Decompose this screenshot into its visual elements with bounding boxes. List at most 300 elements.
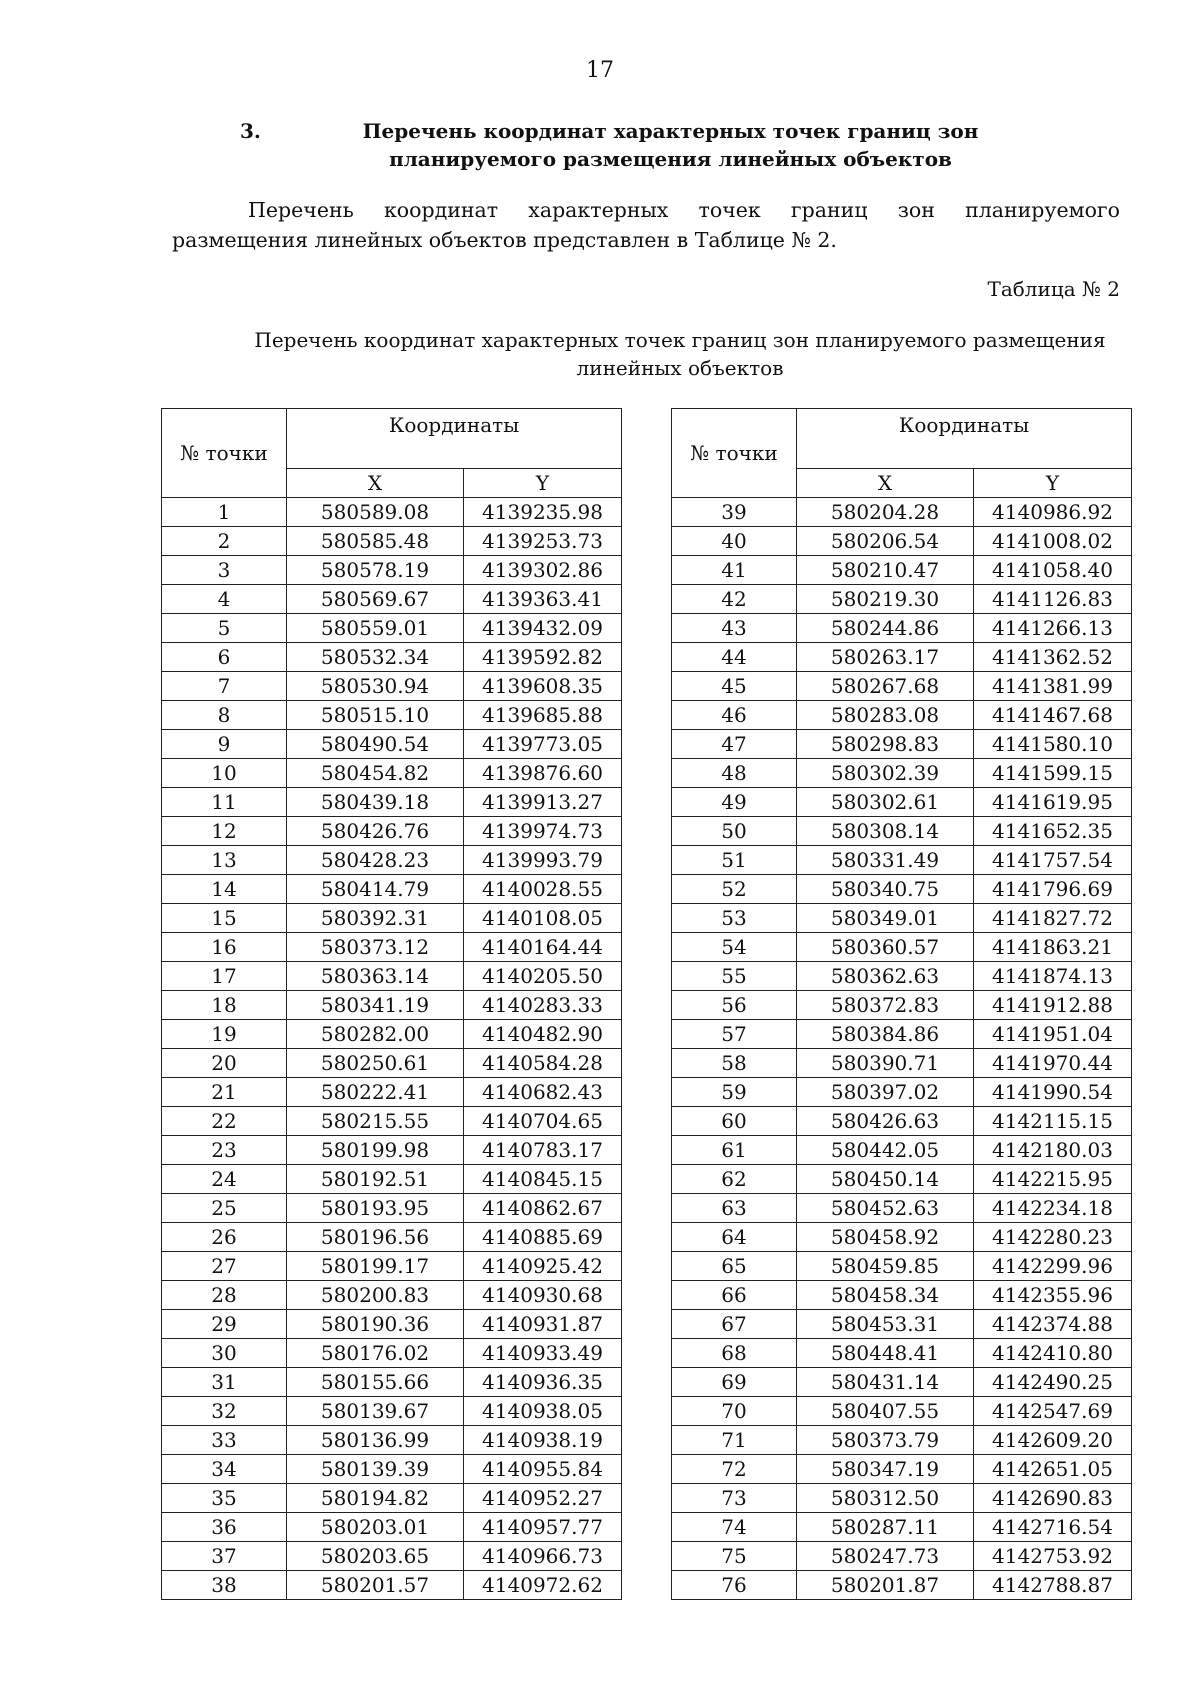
x-coordinate-cell: 580267.68 [797,672,974,701]
y-coordinate-cell: 4142374.88 [974,1310,1132,1339]
y-coordinate-cell: 4141381.99 [974,672,1132,701]
point-number-cell: 42 [672,585,797,614]
point-number-cell: 51 [672,846,797,875]
x-coordinate-cell: 580347.19 [797,1455,974,1484]
x-coordinate-cell: 580263.17 [797,643,974,672]
point-number-cell: 20 [162,1049,287,1078]
table-row [162,1049,622,1078]
point-number-cell: 60 [672,1107,797,1136]
y-coordinate-cell: 4139773.05 [464,730,622,759]
y-coordinate-cell: 4141126.83 [974,585,1132,614]
point-number-cell: 18 [162,991,287,1020]
table-row [672,1310,1132,1339]
point-number-cell: 35 [162,1484,287,1513]
header-x: X [287,469,464,498]
table-row [672,933,1132,962]
y-coordinate-cell: 4142355.96 [974,1281,1132,1310]
point-number-cell: 57 [672,1020,797,1049]
y-coordinate-cell: 4142651.05 [974,1455,1132,1484]
coordinates-table-right [671,408,1132,1600]
table-label: Таблица № 2 [987,277,1120,301]
table-row [162,904,622,933]
x-coordinate-cell: 580454.82 [287,759,464,788]
table-row [162,817,622,846]
point-number-cell: 63 [672,1194,797,1223]
x-coordinate-cell: 580190.36 [287,1310,464,1339]
y-coordinate-cell: 4140482.90 [464,1020,622,1049]
x-coordinate-cell: 580431.14 [797,1368,974,1397]
x-coordinate-cell: 580448.41 [797,1339,974,1368]
y-coordinate-cell: 4141652.35 [974,817,1132,846]
y-coordinate-cell: 4142490.25 [974,1368,1132,1397]
x-coordinate-cell: 580312.50 [797,1484,974,1513]
y-coordinate-cell: 4140885.69 [464,1223,622,1252]
x-coordinate-cell: 580136.99 [287,1426,464,1455]
y-coordinate-cell: 4142180.03 [974,1136,1132,1165]
point-number-cell: 72 [672,1455,797,1484]
point-number-cell: 33 [162,1426,287,1455]
point-number-cell: 9 [162,730,287,759]
table-row [672,1542,1132,1571]
table-row [162,991,622,1020]
table-row [162,1165,622,1194]
table-row [162,933,622,962]
point-number-cell: 7 [162,672,287,701]
table-row [162,1223,622,1252]
y-coordinate-cell: 4140933.49 [464,1339,622,1368]
table-row [672,527,1132,556]
x-coordinate-cell: 580453.31 [797,1310,974,1339]
x-coordinate-cell: 580176.02 [287,1339,464,1368]
point-number-cell: 6 [162,643,287,672]
y-coordinate-cell: 4142788.87 [974,1571,1132,1600]
table-row [162,759,622,788]
point-number-cell: 73 [672,1484,797,1513]
x-coordinate-cell: 580392.31 [287,904,464,933]
y-coordinate-cell: 4139363.41 [464,585,622,614]
x-coordinate-cell: 580247.73 [797,1542,974,1571]
point-number-cell: 31 [162,1368,287,1397]
point-number-cell: 54 [672,933,797,962]
table-row [672,585,1132,614]
y-coordinate-cell: 4142234.18 [974,1194,1132,1223]
point-number-cell: 55 [672,962,797,991]
table-row [672,1571,1132,1600]
y-coordinate-cell: 4142609.20 [974,1426,1132,1455]
y-coordinate-cell: 4142215.95 [974,1165,1132,1194]
header-coordinates: Координаты [287,409,622,469]
x-coordinate-cell: 580287.11 [797,1513,974,1542]
point-number-cell: 16 [162,933,287,962]
point-number-cell: 71 [672,1426,797,1455]
point-number-cell: 22 [162,1107,287,1136]
table-row [672,1252,1132,1281]
x-coordinate-cell: 580341.19 [287,991,464,1020]
table-row [162,1571,622,1600]
x-coordinate-cell: 580200.83 [287,1281,464,1310]
table-row [672,991,1132,1020]
x-coordinate-cell: 580363.14 [287,962,464,991]
point-number-cell: 28 [162,1281,287,1310]
x-coordinate-cell: 580452.63 [797,1194,974,1223]
y-coordinate-cell: 4141951.04 [974,1020,1132,1049]
table-row [672,817,1132,846]
x-coordinate-cell: 580559.01 [287,614,464,643]
table-row [162,846,622,875]
y-coordinate-cell: 4142410.80 [974,1339,1132,1368]
x-coordinate-cell: 580199.98 [287,1136,464,1165]
header-y: Y [464,469,622,498]
y-coordinate-cell: 4140986.92 [974,498,1132,527]
x-coordinate-cell: 580532.34 [287,643,464,672]
table-row [162,556,622,585]
y-coordinate-cell: 4142753.92 [974,1542,1132,1571]
point-number-cell: 2 [162,527,287,556]
point-number-cell: 32 [162,1397,287,1426]
y-coordinate-cell: 4141863.21 [974,933,1132,962]
x-coordinate-cell: 580414.79 [287,875,464,904]
coordinates-table-left [161,408,622,1600]
table-row [162,672,622,701]
x-coordinate-cell: 580373.12 [287,933,464,962]
table-row [672,1020,1132,1049]
table-row [162,1078,622,1107]
table-row [672,846,1132,875]
header-point-no: № точки [672,409,797,498]
x-coordinate-cell: 580459.85 [797,1252,974,1281]
y-coordinate-cell: 4141266.13 [974,614,1132,643]
y-coordinate-cell: 4139302.86 [464,556,622,585]
x-coordinate-cell: 580203.65 [287,1542,464,1571]
y-coordinate-cell: 4140283.33 [464,991,622,1020]
y-coordinate-cell: 4140584.28 [464,1049,622,1078]
x-coordinate-cell: 580308.14 [797,817,974,846]
point-number-cell: 19 [162,1020,287,1049]
point-number-cell: 49 [672,788,797,817]
table-row [672,1397,1132,1426]
table-row [672,1339,1132,1368]
point-number-cell: 44 [672,643,797,672]
y-coordinate-cell: 4141008.02 [974,527,1132,556]
table-row [162,1136,622,1165]
x-coordinate-cell: 580362.63 [797,962,974,991]
y-coordinate-cell: 4140930.68 [464,1281,622,1310]
y-coordinate-cell: 4140704.65 [464,1107,622,1136]
table-row [672,556,1132,585]
x-coordinate-cell: 580282.00 [287,1020,464,1049]
point-number-cell: 69 [672,1368,797,1397]
table-row [672,730,1132,759]
intro-paragraph: Перечень координат характерных точек границ зон планируемого размещения линейных объектов представлен в Таблице № 2. [172,198,1120,252]
table-row [672,643,1132,672]
y-coordinate-cell: 4141990.54 [974,1078,1132,1107]
y-coordinate-cell: 4141599.15 [974,759,1132,788]
table-row [162,643,622,672]
point-number-cell: 52 [672,875,797,904]
table-row [162,788,622,817]
x-coordinate-cell: 580139.67 [287,1397,464,1426]
x-coordinate-cell: 580578.19 [287,556,464,585]
x-coordinate-cell: 580139.39 [287,1455,464,1484]
x-coordinate-cell: 580407.55 [797,1397,974,1426]
x-coordinate-cell: 580206.54 [797,527,974,556]
y-coordinate-cell: 4139876.60 [464,759,622,788]
x-coordinate-cell: 580203.01 [287,1513,464,1542]
point-number-cell: 67 [672,1310,797,1339]
y-coordinate-cell: 4139253.73 [464,527,622,556]
y-coordinate-cell: 4142280.23 [974,1223,1132,1252]
x-coordinate-cell: 580155.66 [287,1368,464,1397]
table-row [162,1368,622,1397]
table-row [672,1513,1132,1542]
y-coordinate-cell: 4142716.54 [974,1513,1132,1542]
y-coordinate-cell: 4139913.27 [464,788,622,817]
y-coordinate-cell: 4140205.50 [464,962,622,991]
table-row [672,1281,1132,1310]
x-coordinate-cell: 580219.30 [797,585,974,614]
point-number-cell: 17 [162,962,287,991]
y-coordinate-cell: 4141467.68 [974,701,1132,730]
point-number-cell: 66 [672,1281,797,1310]
table-row [672,1107,1132,1136]
y-coordinate-cell: 4141912.88 [974,991,1132,1020]
table-row [672,1484,1132,1513]
point-number-cell: 29 [162,1310,287,1339]
x-coordinate-cell: 580426.63 [797,1107,974,1136]
y-coordinate-cell: 4140783.17 [464,1136,622,1165]
table-row [162,875,622,904]
y-coordinate-cell: 4140952.27 [464,1484,622,1513]
x-coordinate-cell: 580426.76 [287,817,464,846]
y-coordinate-cell: 4140925.42 [464,1252,622,1281]
point-number-cell: 48 [672,759,797,788]
point-number-cell: 26 [162,1223,287,1252]
point-number-cell: 10 [162,759,287,788]
point-number-cell: 24 [162,1165,287,1194]
y-coordinate-cell: 4141580.10 [974,730,1132,759]
header-x: X [797,469,974,498]
point-number-cell: 56 [672,991,797,1020]
point-number-cell: 12 [162,817,287,846]
header-y: Y [974,469,1132,498]
point-number-cell: 50 [672,817,797,846]
y-coordinate-cell: 4139974.73 [464,817,622,846]
y-coordinate-cell: 4140845.15 [464,1165,622,1194]
y-coordinate-cell: 4140164.44 [464,933,622,962]
point-number-cell: 34 [162,1455,287,1484]
point-number-cell: 64 [672,1223,797,1252]
table-row [162,1281,622,1310]
y-coordinate-cell: 4140966.73 [464,1542,622,1571]
table-row [162,614,622,643]
x-coordinate-cell: 580250.61 [287,1049,464,1078]
x-coordinate-cell: 580244.86 [797,614,974,643]
x-coordinate-cell: 580201.57 [287,1571,464,1600]
x-coordinate-cell: 580340.75 [797,875,974,904]
table-row [162,1542,622,1571]
x-coordinate-cell: 580458.92 [797,1223,974,1252]
point-number-cell: 75 [672,1542,797,1571]
x-coordinate-cell: 580302.61 [797,788,974,817]
point-number-cell: 53 [672,904,797,933]
x-coordinate-cell: 580193.95 [287,1194,464,1223]
section-heading [240,117,1090,173]
x-coordinate-cell: 580515.10 [287,701,464,730]
table-row [162,1194,622,1223]
x-coordinate-cell: 580210.47 [797,556,974,585]
point-number-cell: 70 [672,1397,797,1426]
point-number-cell: 27 [162,1252,287,1281]
table-row [162,498,622,527]
point-number-cell: 59 [672,1078,797,1107]
point-number-cell: 30 [162,1339,287,1368]
y-coordinate-cell: 4142547.69 [974,1397,1132,1426]
table-row [672,788,1132,817]
y-coordinate-cell: 4139608.35 [464,672,622,701]
x-coordinate-cell: 580585.48 [287,527,464,556]
x-coordinate-cell: 580199.17 [287,1252,464,1281]
x-coordinate-cell: 580439.18 [287,788,464,817]
table-row [672,904,1132,933]
x-coordinate-cell: 580302.39 [797,759,974,788]
header-point-no: № точки [162,409,287,498]
section-title: Перечень координат характерных точек границ зон планируемого размещения линейных объектов [362,119,979,171]
table-row [672,1136,1132,1165]
y-coordinate-cell: 4140972.62 [464,1571,622,1600]
table-row [162,527,622,556]
table-row [672,1165,1132,1194]
table-row [672,498,1132,527]
y-coordinate-cell: 4140938.19 [464,1426,622,1455]
table-row [162,1310,622,1339]
point-number-cell: 61 [672,1136,797,1165]
point-number-cell: 58 [672,1049,797,1078]
y-coordinate-cell: 4140936.35 [464,1368,622,1397]
point-number-cell: 41 [672,556,797,585]
point-number-cell: 38 [162,1571,287,1600]
y-coordinate-cell: 4141362.52 [974,643,1132,672]
y-coordinate-cell: 4141827.72 [974,904,1132,933]
x-coordinate-cell: 580331.49 [797,846,974,875]
point-number-cell: 39 [672,498,797,527]
y-coordinate-cell: 4139993.79 [464,846,622,875]
y-coordinate-cell: 4140955.84 [464,1455,622,1484]
table-row [672,1194,1132,1223]
x-coordinate-cell: 580349.01 [797,904,974,933]
y-coordinate-cell: 4142299.96 [974,1252,1132,1281]
point-number-cell: 40 [672,527,797,556]
x-coordinate-cell: 580442.05 [797,1136,974,1165]
x-coordinate-cell: 580298.83 [797,730,974,759]
table-row [162,1252,622,1281]
point-number-cell: 8 [162,701,287,730]
table-row [672,1049,1132,1078]
table-caption: Перечень координат характерных точек границ зон планируемого размещения линейных объектов [254,328,1106,380]
x-coordinate-cell: 580384.86 [797,1020,974,1049]
x-coordinate-cell: 580458.34 [797,1281,974,1310]
x-coordinate-cell: 580204.28 [797,498,974,527]
table-row [672,1223,1132,1252]
x-coordinate-cell: 580490.54 [287,730,464,759]
y-coordinate-cell: 4141757.54 [974,846,1132,875]
x-coordinate-cell: 580360.57 [797,933,974,962]
table-row [672,962,1132,991]
point-number-cell: 62 [672,1165,797,1194]
x-coordinate-cell: 580428.23 [287,846,464,875]
table-row [162,1455,622,1484]
x-coordinate-cell: 580589.08 [287,498,464,527]
table-row [162,1020,622,1049]
point-number-cell: 43 [672,614,797,643]
point-number-cell: 23 [162,1136,287,1165]
point-number-cell: 74 [672,1513,797,1542]
page-number: 17 [586,58,614,83]
y-coordinate-cell: 4141970.44 [974,1049,1132,1078]
table-row [672,1426,1132,1455]
x-coordinate-cell: 580283.08 [797,701,974,730]
point-number-cell: 46 [672,701,797,730]
x-coordinate-cell: 580201.87 [797,1571,974,1600]
table-row [162,1426,622,1455]
table-row [162,962,622,991]
x-coordinate-cell: 580390.71 [797,1049,974,1078]
y-coordinate-cell: 4140108.05 [464,904,622,933]
point-number-cell: 5 [162,614,287,643]
y-coordinate-cell: 4142115.15 [974,1107,1132,1136]
y-coordinate-cell: 4140938.05 [464,1397,622,1426]
point-number-cell: 25 [162,1194,287,1223]
table-row [672,614,1132,643]
y-coordinate-cell: 4140862.67 [464,1194,622,1223]
point-number-cell: 47 [672,730,797,759]
x-coordinate-cell: 580397.02 [797,1078,974,1107]
x-coordinate-cell: 580530.94 [287,672,464,701]
x-coordinate-cell: 580215.55 [287,1107,464,1136]
y-coordinate-cell: 4141058.40 [974,556,1132,585]
y-coordinate-cell: 4140682.43 [464,1078,622,1107]
table-row [162,701,622,730]
point-number-cell: 68 [672,1339,797,1368]
y-coordinate-cell: 4140957.77 [464,1513,622,1542]
table-row [162,585,622,614]
table-row [162,1107,622,1136]
point-number-cell: 65 [672,1252,797,1281]
point-number-cell: 1 [162,498,287,527]
x-coordinate-cell: 580196.56 [287,1223,464,1252]
x-coordinate-cell: 580372.83 [797,991,974,1020]
table-row [672,875,1132,904]
table-row [672,672,1132,701]
header-coordinates: Координаты [797,409,1132,469]
y-coordinate-cell: 4140931.87 [464,1310,622,1339]
point-number-cell: 37 [162,1542,287,1571]
point-number-cell: 36 [162,1513,287,1542]
table-row [162,1484,622,1513]
x-coordinate-cell: 580222.41 [287,1078,464,1107]
section-number: 3. [240,119,261,143]
table-row [672,1455,1132,1484]
y-coordinate-cell: 4139432.09 [464,614,622,643]
table-row [672,701,1132,730]
table-row [162,730,622,759]
x-coordinate-cell: 580373.79 [797,1426,974,1455]
table-row [672,759,1132,788]
point-number-cell: 3 [162,556,287,585]
x-coordinate-cell: 580569.67 [287,585,464,614]
point-number-cell: 14 [162,875,287,904]
y-coordinate-cell: 4141619.95 [974,788,1132,817]
y-coordinate-cell: 4139235.98 [464,498,622,527]
